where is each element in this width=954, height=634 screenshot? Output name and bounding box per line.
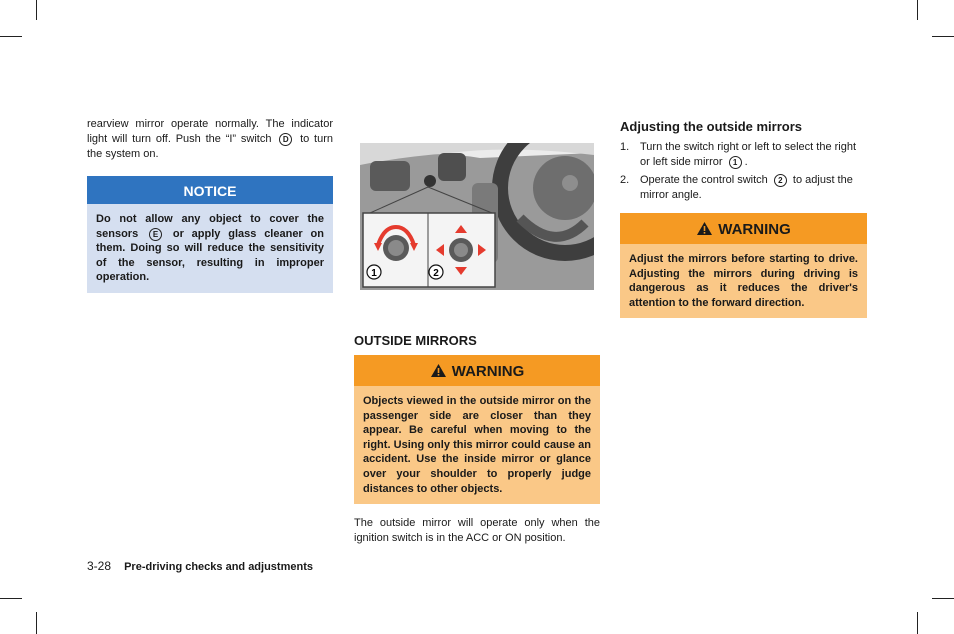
warning-box bbox=[620, 213, 867, 318]
callout-1-icon: 1 bbox=[729, 156, 742, 169]
intro-paragraph: rearview mirror operate normally. The indicator light will turn off. Push the “I” switch D to turn the system on. bbox=[87, 118, 333, 160]
section-title: OUTSIDE MIRRORS bbox=[354, 333, 477, 348]
crop-mark bbox=[36, 612, 37, 634]
body-paragraph: The outside mirror will operate only when the ignition switch is in the ACC or ON position. bbox=[354, 517, 600, 545]
crop-mark bbox=[0, 598, 22, 599]
callout-e-icon: E bbox=[149, 228, 162, 241]
crop-mark bbox=[0, 36, 22, 37]
callout-d-icon: D bbox=[279, 133, 292, 146]
crop-mark bbox=[932, 36, 954, 37]
warning-triangle-icon bbox=[430, 363, 447, 378]
page-number: 3-28 bbox=[87, 559, 112, 573]
step-list bbox=[620, 140, 867, 203]
step-item: 2. Operate the control switch 2 to adjust the mirror angle. bbox=[620, 174, 853, 201]
dashboard-illustration bbox=[360, 143, 594, 290]
figure-label-2: 2 bbox=[433, 268, 439, 279]
notice-title: NOTICE bbox=[87, 176, 333, 204]
crop-mark bbox=[917, 0, 918, 20]
subsection-title: Adjusting the outside mirrors bbox=[620, 119, 803, 134]
mirror-switch-figure bbox=[360, 143, 594, 290]
column-middle bbox=[354, 333, 600, 546]
footer-section: Pre-driving checks and adjustments bbox=[124, 561, 313, 573]
warning-text: Objects viewed in the outside mirror on the passenger side are closer than they appear. Be careful when moving to the right. Using only this mirror could cause an accident. Use the inside mirror or glance over your shoulder to properly judge distances to other objects. bbox=[354, 386, 600, 504]
step-item: 1. Turn the switch right or left to select the right or left side mirror 1 . bbox=[620, 141, 857, 168]
page-footer bbox=[87, 559, 313, 573]
warning-box bbox=[354, 355, 600, 504]
notice-text: Do not allow any object to cover the sensors E or apply glass cleaner on them. Doing so will reduce the sensitivity of the sensor, resulting in improper operation. bbox=[87, 204, 333, 293]
column-left bbox=[87, 117, 333, 293]
figure-label-1: 1 bbox=[371, 268, 377, 279]
warning-text: Adjust the mirrors before starting to drive. Adjusting the mirrors during driving is dangerous as it reduces the driver's attention to the forward direction. bbox=[620, 244, 867, 318]
warning-title: WARNING bbox=[620, 213, 867, 244]
warning-title: WARNING bbox=[354, 355, 600, 386]
crop-mark bbox=[36, 0, 37, 20]
notice-box bbox=[87, 176, 333, 293]
warning-triangle-icon bbox=[696, 221, 713, 236]
crop-mark bbox=[917, 612, 918, 634]
callout-2-icon: 2 bbox=[774, 174, 787, 187]
column-right bbox=[620, 119, 867, 318]
crop-mark bbox=[932, 598, 954, 599]
